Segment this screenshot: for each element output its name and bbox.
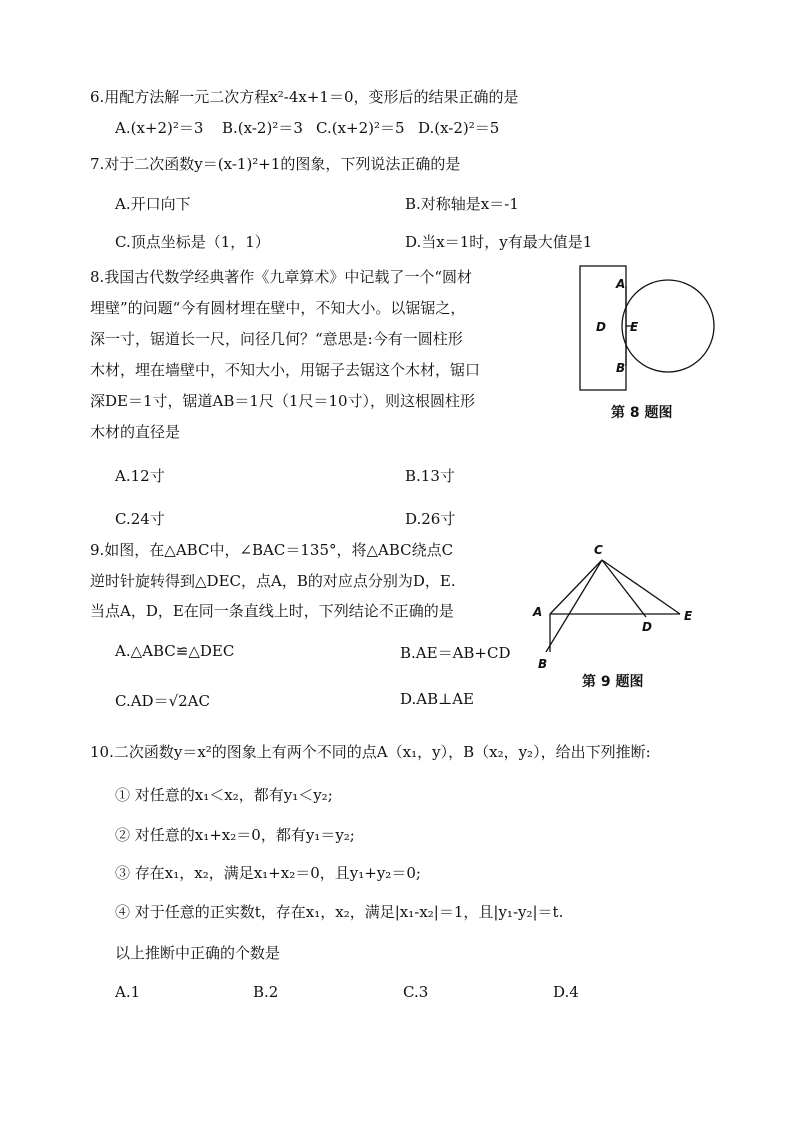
label-d: D bbox=[642, 620, 652, 634]
q10-option-d: D.4 bbox=[553, 983, 579, 1001]
q6-option-c: C.(x+2)²＝5 bbox=[316, 119, 405, 137]
q9-line-1: 9.如图，在△ABC中，∠BAC＝135°，将△ABC绕点C bbox=[90, 541, 454, 559]
q7-option-c: C.顶点坐标是（1，1） bbox=[115, 233, 270, 251]
q9-line-2: 逆时针旋转得到△DEC，点A，B的对应点分别为D，E. bbox=[90, 572, 456, 590]
q9-option-d: D.AB⊥AE bbox=[400, 690, 475, 708]
q6-option-d: D.(x-2)²＝5 bbox=[418, 119, 500, 137]
q6-option-a: A.(x+2)²＝3 bbox=[115, 119, 204, 137]
q8-line-5: 深DE＝1寸，锯道AB＝1尺（1尺＝10寸），则这根圆柱形 bbox=[90, 392, 476, 410]
label-e: E bbox=[684, 609, 693, 623]
q7-option-a: A.开口向下 bbox=[115, 195, 191, 213]
q7-option-d: D.当x＝1时，y有最大值是1 bbox=[405, 233, 593, 251]
q10-stem: 10.二次函数y＝x²的图象上有两个不同的点A（x₁，y），B（x₂，y₂），给出下列推断: bbox=[90, 743, 651, 761]
segment-ca bbox=[550, 560, 602, 614]
q9-option-c: C.AD＝√2AC bbox=[115, 692, 210, 710]
q8-option-a: A.12寸 bbox=[115, 467, 165, 485]
q9-figure-caption: 第 9 题图 bbox=[582, 674, 644, 690]
q8-line-1: 8.我国古代数学经典著作《九章算术》中记载了一个“圆材 bbox=[90, 268, 472, 286]
segment-ce bbox=[602, 560, 680, 614]
q6-stem: 6.用配方法解一元二次方程x²-4x+1＝0，变形后的结果正确的是 bbox=[90, 88, 519, 106]
q7-option-b: B.对称轴是x＝-1 bbox=[405, 195, 519, 213]
q8-line-2: 埋壁”的问题“今有圆材埋在壁中，不知大小。以锯锯之， bbox=[90, 299, 466, 317]
segment-cd bbox=[602, 560, 646, 617]
q9-figure bbox=[528, 538, 698, 673]
q8-option-c: C.24寸 bbox=[115, 510, 165, 528]
q8-figure bbox=[572, 262, 722, 397]
q8-option-b: B.13寸 bbox=[405, 467, 455, 485]
q8-line-4: 木材，埋在墙壁中，不知大小，用锯子去锯这个木材，锯口 bbox=[90, 361, 481, 379]
q8-figure-caption: 第 8 题图 bbox=[611, 405, 673, 421]
label-a: A bbox=[533, 605, 543, 619]
label-a: A bbox=[616, 277, 626, 291]
q10-question: 以上推断中正确的个数是 bbox=[115, 944, 281, 962]
label-d: D bbox=[596, 320, 606, 334]
q9-line-3: 当点A，D，E在同一条直线上时，下列结论不正确的是 bbox=[90, 602, 454, 620]
q10-option-a: A.1 bbox=[115, 983, 141, 1001]
q10-option-b: B.2 bbox=[253, 983, 279, 1001]
q10-item-2: ② 对任意的x₁+x₂＝0，都有y₁＝y₂; bbox=[115, 826, 355, 844]
q10-item-1: ① 对任意的x₁＜x₂，都有y₁＜y₂; bbox=[115, 786, 333, 804]
q9-option-b: B.AE＝AB+CD bbox=[400, 644, 511, 662]
q10-item-3: ③ 存在x₁，x₂，满足x₁+x₂＝0，且y₁+y₂＝0; bbox=[115, 864, 421, 882]
label-b: B bbox=[616, 361, 626, 375]
q10-item-4: ④ 对于任意的正实数t，存在x₁，x₂，满足|x₁-x₂|＝1，且|y₁-y₂|＝t. bbox=[115, 903, 564, 921]
q10-option-c: C.3 bbox=[403, 983, 429, 1001]
segment-cb bbox=[546, 560, 602, 652]
q8-option-d: D.26寸 bbox=[405, 510, 456, 528]
q7-stem: 7.对于二次函数y＝(x-1)²+1的图象，下列说法正确的是 bbox=[90, 155, 461, 173]
q8-line-6: 木材的直径是 bbox=[90, 423, 181, 441]
label-e: E bbox=[630, 320, 639, 334]
q6-option-b: B.(x-2)²＝3 bbox=[222, 119, 303, 137]
label-c: C bbox=[594, 543, 603, 557]
label-b: B bbox=[538, 657, 548, 671]
q9-option-a: A.△ABC≌△DEC bbox=[115, 642, 235, 660]
q8-line-3: 深一寸，锯道长一尺，问径几何？“意思是:今有一圆柱形 bbox=[90, 330, 463, 348]
